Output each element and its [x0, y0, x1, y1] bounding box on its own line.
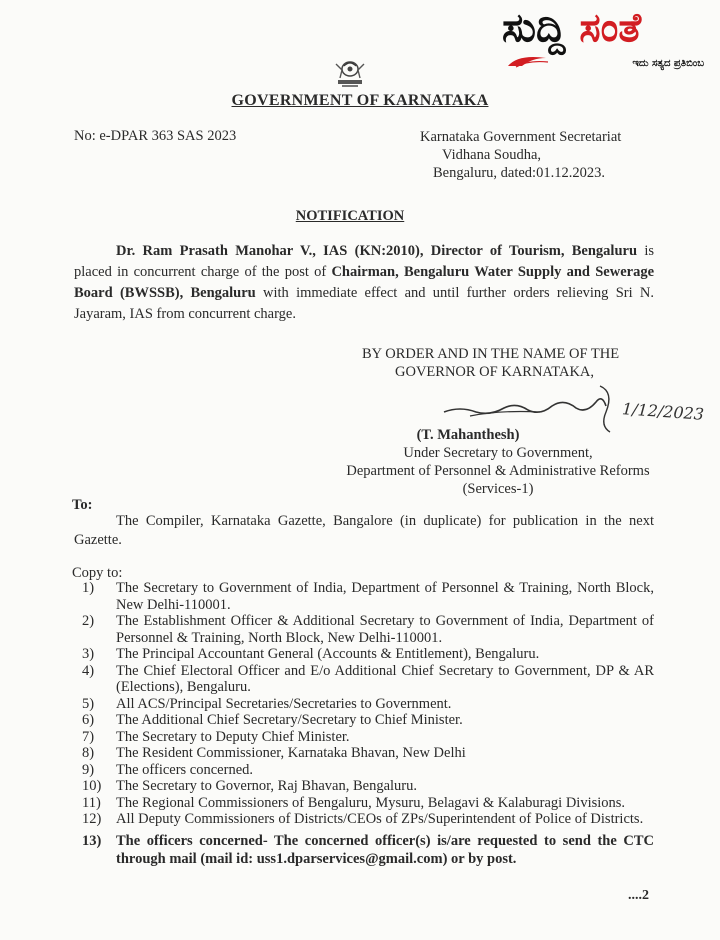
logo-part-a: ಸುದ್ದಿ [502, 5, 566, 51]
signatory-designation-3: (Services-1) [462, 481, 534, 497]
copy-to-label: Copy to: [72, 565, 123, 581]
copy-to-list [82, 580, 654, 868]
list-item-text: The Additional Chief Secretary/Secretary to Chief Minister. [116, 712, 463, 728]
list-item-number: 11) [82, 794, 101, 811]
list-item-number: 7) [82, 728, 95, 745]
government-title: GOVERNMENT OF KARNATAKA [231, 92, 489, 109]
address-line-3: Bengaluru, dated:01.12.2023. [433, 165, 605, 181]
list-item-text: All Deputy Commissioners of Districts/CEOs of ZPs/Superintendent of Police of Districts. [116, 811, 644, 827]
list-item-text: The Chief Electoral Officer and E/o Additional Chief Secretary to Government, DP & AR (Elections), Bengaluru. [116, 662, 654, 695]
list-item-number: 13) [82, 832, 102, 849]
list-item [82, 646, 654, 663]
list-item-text: The Secretary to Government of India, Department of Personnel & Training, North Block, New Delhi-110001. [116, 580, 654, 613]
notification-heading: NOTIFICATION [295, 208, 405, 224]
logo-part-b: ಸಂತೆ [579, 5, 642, 51]
reference-number: No: e-DPAR 363 SAS 2023 [74, 128, 237, 144]
list-item-number: 12) [82, 811, 102, 827]
list-item [82, 729, 654, 746]
signatory-designation-1: Under Secretary to Government, [403, 445, 593, 461]
list-item [82, 696, 654, 713]
logo-tagline: ಇದು ಸತ್ಯದ ಪ್ರತಿಬಿಂಬ [632, 58, 704, 69]
list-item-number: 6) [82, 712, 95, 728]
list-item-number: 9) [82, 761, 95, 778]
signatory-block [338, 426, 658, 498]
page-continuation: ....2 [628, 888, 649, 903]
notification-body [74, 241, 654, 325]
address-line-2: Vidhana Soudha, [442, 147, 542, 163]
list-item-text: The Secretary to Deputy Chief Minister. [116, 728, 350, 745]
list-item-number: 5) [82, 695, 95, 712]
list-item [82, 745, 654, 762]
list-item [82, 663, 654, 696]
secretariat-address [420, 128, 621, 182]
list-item-number: 10) [82, 778, 102, 794]
list-item [82, 795, 654, 812]
list-item [82, 778, 654, 795]
address-line-1: Karnataka Government Secretariat [420, 129, 622, 145]
post-name: Chairman, Bengaluru Water Supply and Sewerage Board (BWSSB), Bengaluru [74, 264, 654, 301]
list-item-text: The officers concerned. [116, 761, 254, 778]
logo-wordmark [502, 6, 712, 50]
body-text-1: is placed in concurrent charge of the post of [74, 243, 655, 280]
list-item-text: The Regional Commissioners of Bengaluru, Mysuru, Belagavi & Kalaburagi Divisions. [116, 794, 626, 811]
list-item [82, 832, 654, 868]
list-item [82, 811, 654, 828]
body-text-2: with immediate effect and until further orders relieving Sri N. Jayaram, IAS from concurrent charge. [74, 285, 654, 322]
to-label: To: [72, 497, 93, 513]
signatory-designation-2: Department of Personnel & Administrative Reforms [346, 463, 650, 479]
list-item [82, 762, 654, 779]
list-item-text: The Principal Accountant General (Accounts & Entitlement), Bengaluru. [116, 646, 540, 662]
list-item [82, 613, 654, 646]
list-item-text: The Resident Commissioner, Karnataka Bhavan, New Delhi [116, 745, 466, 761]
list-item-text: All ACS/Principal Secretaries/Secretaries to Government. [116, 695, 452, 712]
to-recipient: The Compiler, Karnataka Gazette, Bangalore (in duplicate) for publication in the next Gazette. [74, 513, 654, 548]
signatory-name: (T. Mahanthesh) [416, 427, 520, 443]
list-item-text: The officers concerned- The concerned officer(s) is/are requested to send the CTC through mail (mail id: uss1.dparservices@gmail.com) or by post. [116, 832, 654, 867]
list-item-number: 1) [82, 580, 95, 596]
list-item-number: 2) [82, 613, 95, 629]
order-line-2: GOVERNOR OF KARNATAKA, [395, 364, 595, 380]
list-item-number: 8) [82, 745, 95, 761]
officer-name: Dr. Ram Prasath Manohar V., IAS (KN:2010), Director of Tourism, Bengaluru [116, 243, 638, 259]
logo-swoosh-icon [506, 52, 550, 70]
sudhi-santhe-logo [502, 6, 712, 78]
list-item-text: The Secretary to Governor, Raj Bhavan, Bengaluru. [116, 778, 418, 794]
karnataka-emblem-icon [330, 56, 370, 90]
list-item-number: 4) [82, 662, 95, 679]
order-line-1: BY ORDER AND IN THE NAME OF THE [362, 346, 620, 362]
signature-date: 1/12/2023 [621, 399, 705, 424]
list-item-text: The Establishment Officer & Additional Secretary to Government of India, Department of Personnel & Training, North Block, New Delhi-110001. [116, 613, 654, 646]
list-item [82, 712, 654, 729]
list-item [82, 580, 654, 613]
list-item-number: 3) [82, 646, 95, 662]
